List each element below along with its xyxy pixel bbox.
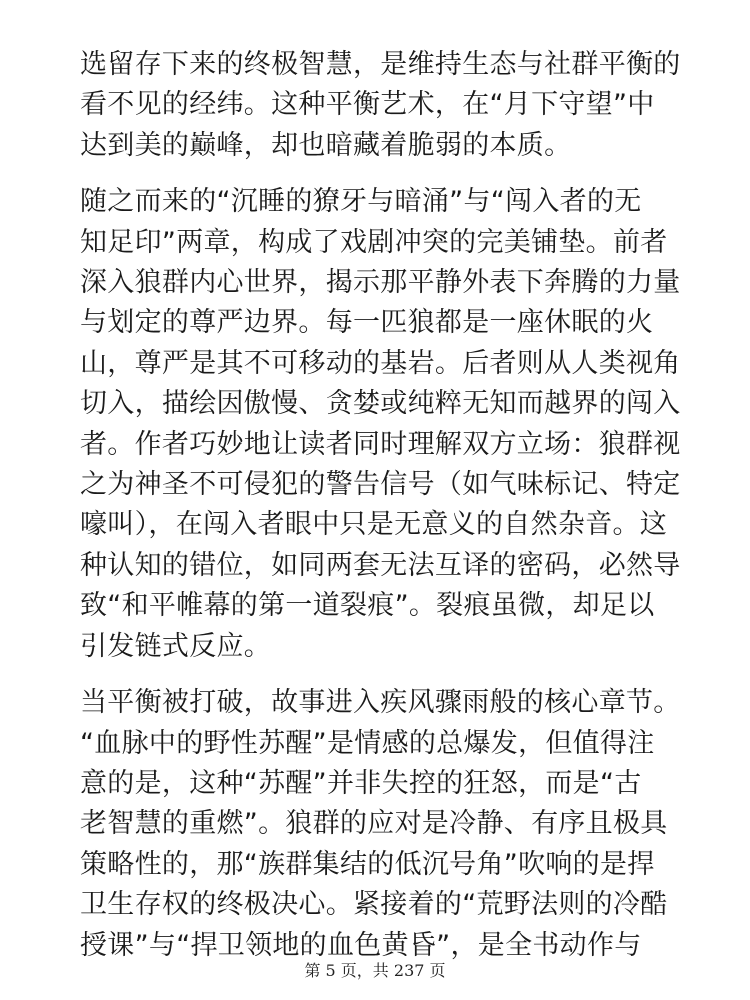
paragraph-1	[80, 45, 680, 166]
paragraph-2	[80, 182, 680, 667]
text-line: 嚎叫），在闯入者眼中只是无意义的自然杂音。这	[80, 509, 668, 541]
text-line: 山，尊严是其不可移动的基岩。后者则从人类视角	[80, 347, 681, 379]
text-line: 与划定的尊严边界。每一匹狼都是一座休眠的火	[80, 307, 654, 339]
text-line: 看不见的经纬。这种平衡艺术，在“月下守望”中	[80, 89, 655, 121]
text-line: 者。作者巧妙地让读者同时理解双方立场：狼群视	[80, 428, 681, 460]
text-line: 之为神圣不可侵犯的警告信号（如气味标记、特定	[80, 469, 681, 501]
text-line: 种认知的错位，如同两套无法互译的密码，必然导	[80, 549, 681, 581]
text-line: 随之而来的“沉睡的獠牙与暗涌”与“闯入者的无	[80, 186, 642, 218]
text-line: 致“和平帷幕的第一道裂痕”。裂痕虽微，却足以	[80, 590, 655, 622]
text-line: 选留存下来的终极智慧，是维持生态与社群平衡的	[80, 49, 681, 80]
text-line: 知足印”两章，构成了戏剧冲突的完美铺垫。前者	[80, 226, 668, 258]
text-line: 深入狼群内心世界，揭示那平静外表下奔腾的力量	[80, 267, 681, 299]
text-line: 达到美的巅峰，却也暗藏着脆弱的本质。	[80, 129, 572, 161]
text-line: 意的是，这种“苏醒”并非失控的狂怒，而是“古	[80, 767, 642, 799]
text-line: 策略性的，那“族群集结的低沉号角”吹响的是捍	[80, 848, 655, 880]
text-line: 卫生存权的终极决心。紧接着的“荒野法则的冷酷	[80, 889, 668, 921]
page-number-footer: 第 5 页，共 237 页	[304, 961, 446, 980]
text-line: 授课”与“捍卫领地的血色黄昏”，是全书动作与	[80, 929, 642, 961]
text-line: 老智慧的重燃”。狼群的应对是冷静、有序且极具	[80, 808, 668, 840]
text-line: 引发链式反应。	[80, 630, 272, 662]
text-line: 切入，描绘因傲慢、贪婪或纯粹无知而越界的闯入	[80, 388, 681, 420]
text-line: 当平衡被打破，故事进入疾风骤雨般的核心章节。	[80, 687, 681, 719]
paragraph-3	[80, 683, 680, 966]
text-line: “血脉中的野性苏醒”是情感的总爆发，但值得注	[80, 727, 655, 759]
document-page	[80, 45, 680, 982]
